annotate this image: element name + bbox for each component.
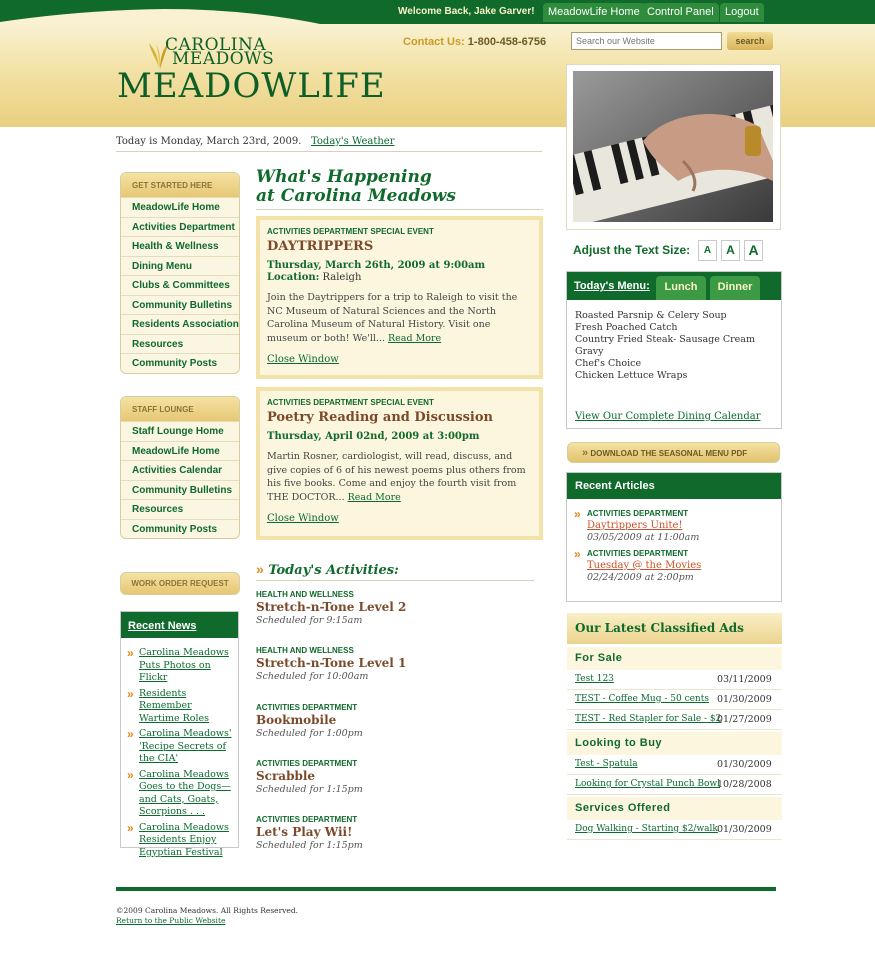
double-chevron-icon: » <box>127 646 134 660</box>
contact-phone: 1-800-458-6756 <box>467 36 547 48</box>
event-date: Thursday, April 02nd, 2009 at 3:00pm <box>267 431 480 442</box>
topnav-control-panel[interactable]: Control Panel <box>642 3 719 22</box>
ad-row <box>567 755 782 775</box>
recent-news-list <box>121 638 238 859</box>
activity-time: Scheduled for 1:15pm <box>256 784 363 795</box>
logo-carolina-meadows[interactable] <box>165 35 275 69</box>
event-category: ACTIVITIES DEPARTMENT SPECIAL EVENT <box>267 227 434 236</box>
activity-title[interactable]: Let's Play Wii! <box>256 825 353 839</box>
nav-get-started <box>120 172 240 374</box>
download-menu-pdf-button[interactable] <box>567 442 780 463</box>
hero-photo-frame <box>566 64 781 230</box>
activity-category: ACTIVITIES DEPARTMENT <box>256 703 358 712</box>
double-chevron-icon: » <box>127 686 134 701</box>
event-card-body <box>260 391 539 536</box>
event-card-daytrippers <box>256 216 543 379</box>
topnav-logout[interactable]: Logout <box>720 3 764 22</box>
list-item <box>127 688 232 726</box>
today-date: Today is Monday, March 23rd, 2009. <box>116 136 302 147</box>
double-chevron-icon: » <box>256 561 264 577</box>
piano-keys-illustration <box>573 71 773 222</box>
piano-hands-photo <box>573 71 773 222</box>
event-category: ACTIVITIES DEPARTMENT SPECIAL EVENT <box>267 398 434 407</box>
recent-articles-heading: Recent Articles <box>567 473 781 499</box>
page-title-line-2: at Carolina Meadows <box>256 186 456 206</box>
work-order-request-button[interactable]: WORK ORDER REQUEST <box>120 572 240 595</box>
classified-ads-heading: Our Latest Classified Ads <box>567 613 782 644</box>
search-button[interactable]: search <box>727 32 773 50</box>
text-size-label: Adjust the Text Size: <box>573 243 691 257</box>
nav-item-residents-association[interactable]: Residents Association <box>121 314 239 334</box>
event-title: DAYTRIPPERS <box>267 239 374 254</box>
activity-title[interactable]: Stretch-n-Tone Level 1 <box>256 656 407 670</box>
activity-time: Scheduled for 9:15am <box>256 615 363 626</box>
topnav-meadowlife-home[interactable]: MeadowLife Home <box>543 3 645 22</box>
nav-item-meadowlife-home[interactable]: MeadowLife Home <box>121 441 239 461</box>
welcome-message: Welcome Back, Jake Garver! <box>398 6 535 17</box>
tab-lunch[interactable]: Lunch <box>656 276 706 300</box>
text-size-large-button[interactable]: A <box>744 240 763 261</box>
ad-date: 01/27/2009 <box>717 714 772 725</box>
nav-item-dining-menu[interactable]: Dining Menu <box>121 256 239 276</box>
menu-item: Roasted Parsnip & Celery Soup <box>575 310 727 321</box>
list-item <box>127 728 232 766</box>
double-chevron-icon: » <box>127 767 134 782</box>
tab-dinner[interactable]: Dinner <box>710 276 760 300</box>
news-link[interactable]: Carolina Meadows Puts Photos on Flickr <box>139 647 229 683</box>
activity-time: Scheduled for 10:00am <box>256 671 369 682</box>
logo-line-2: MEADOWS <box>172 49 275 69</box>
activity-item <box>256 815 536 851</box>
menu-items <box>567 300 781 382</box>
nav-item-health-wellness[interactable]: Health & Wellness <box>121 236 239 256</box>
nav-item-community-posts[interactable]: Community Posts <box>121 353 239 373</box>
news-link[interactable]: Carolina Meadows Residents Enjoy Egyptian Festival <box>139 821 229 858</box>
todays-menu-box <box>566 271 782 429</box>
activity-item <box>256 759 536 795</box>
nav-item-activities-department[interactable]: Activities Department <box>121 217 239 237</box>
news-link[interactable]: Carolina Meadows' 'Recipe Secrets of the CIA' <box>139 728 232 764</box>
nav-heading: GET STARTED HERE <box>121 173 239 197</box>
search-input[interactable] <box>571 32 722 50</box>
menu-header <box>567 272 781 300</box>
activity-title[interactable]: Bookmobile <box>256 713 337 727</box>
ad-row <box>567 775 782 795</box>
divider <box>116 151 542 152</box>
logo-meadowlife[interactable]: MEADOWLIFE <box>117 66 386 106</box>
list-item <box>127 647 232 685</box>
contact-label: Contact Us: <box>403 36 465 48</box>
public-website-link[interactable]: Return to the Public Website <box>116 916 226 925</box>
nav-item-activities-calendar[interactable]: Activities Calendar <box>121 460 239 480</box>
activity-item <box>256 590 536 626</box>
activity-title[interactable]: Scrabble <box>256 769 316 783</box>
nav-item-resources[interactable]: Resources <box>121 334 239 354</box>
double-chevron-icon: » <box>127 820 134 835</box>
text-size-small-button[interactable]: A <box>698 240 717 261</box>
ads-section-services-offered: Services Offered <box>567 797 782 820</box>
ad-row <box>567 690 782 710</box>
contact-info <box>403 36 546 48</box>
article-link[interactable]: Daytrippers Unite! <box>587 520 683 531</box>
news-link[interactable]: Carolina Meadows Goes to the Dogs—and Cats, Goats, Scorpions . . . <box>139 768 231 817</box>
event-card-poetry-reading <box>256 387 543 540</box>
divider <box>256 580 534 581</box>
read-more-link[interactable]: Read More <box>347 491 401 503</box>
close-window-link[interactable]: Close Window <box>267 354 339 365</box>
ad-link[interactable]: TEST - Red Stapler for Sale - $2 <box>575 714 722 724</box>
event-description <box>267 450 532 504</box>
copyright: ©2009 Carolina Meadows. All Rights Reserved. <box>116 906 299 915</box>
event-card-body <box>260 220 539 375</box>
event-location-label: Location: <box>267 272 320 283</box>
activity-time: Scheduled for 1:15pm <box>256 840 363 851</box>
menu-item: Chicken Lettuce Wraps <box>575 370 688 381</box>
activity-title[interactable]: Stretch-n-Tone Level 2 <box>256 600 407 614</box>
read-more-link[interactable]: Read More <box>388 332 442 344</box>
ad-link[interactable]: Test - Spatula <box>575 759 638 769</box>
weather-link[interactable]: Today's Weather <box>311 136 395 147</box>
article-date: 03/05/2009 at 11:00am <box>587 532 700 543</box>
activity-item <box>256 703 536 739</box>
activity-category: HEALTH AND WELLNESS <box>256 590 354 599</box>
article-category: ACTIVITIES DEPARTMENT <box>587 549 689 558</box>
dining-calendar-link[interactable]: View Our Complete Dining Calendar <box>575 411 761 422</box>
nav-item-meadowlife-home[interactable]: MeadowLife Home <box>121 197 239 217</box>
menu-item: Country Fried Steak- Sausage Cream Gravy <box>575 334 755 357</box>
top-bar <box>0 0 875 24</box>
ad-link[interactable]: TEST - Coffee Mug - 50 cents <box>575 694 709 704</box>
recent-news-heading[interactable]: Recent News <box>121 612 238 638</box>
article-link[interactable]: Tuesday @ the Movies <box>587 560 702 571</box>
divider <box>256 209 543 210</box>
date-line <box>116 136 395 147</box>
ad-date: 10/28/2008 <box>717 779 772 790</box>
ad-date: 01/30/2009 <box>717 824 772 835</box>
menu-heading: Today's Menu: <box>574 280 650 292</box>
ad-date: 01/30/2009 <box>717 759 772 770</box>
ad-date: 03/11/2009 <box>717 674 772 685</box>
activity-time: Scheduled for 1:00pm <box>256 728 363 739</box>
event-description-text: Join the Daytrippers for a trip to Raleigh to visit the NC Museum of Natural Sciences and the North Carolina Museum of Natural History. Visit one museum or both! We'll... <box>267 292 518 344</box>
recent-articles-box <box>566 472 782 602</box>
event-description <box>267 291 532 345</box>
footer-divider <box>116 887 776 891</box>
double-chevron-icon: » <box>127 727 134 741</box>
article-category: ACTIVITIES DEPARTMENT <box>587 509 689 518</box>
ad-date: 01/30/2009 <box>717 694 772 705</box>
ad-link[interactable]: Looking for Crystal Punch Bowl <box>575 779 721 789</box>
logo-line-1: CAROLINA <box>165 35 267 55</box>
activity-category: ACTIVITIES DEPARTMENT <box>256 815 358 824</box>
ads-section-for-sale: For Sale <box>567 647 782 670</box>
ad-row <box>567 820 782 840</box>
page-title <box>256 168 456 206</box>
list-item <box>127 769 232 819</box>
menu-item: Fresh Poached Catch <box>575 322 678 333</box>
event-date: Thursday, March 26th, 2009 at 9:00am <box>267 260 486 271</box>
close-window-link[interactable]: Close Window <box>267 513 339 524</box>
activity-item <box>256 646 536 682</box>
ad-row <box>567 670 782 690</box>
recent-news-box <box>120 611 239 858</box>
activity-category: HEALTH AND WELLNESS <box>256 646 354 655</box>
todays-activities-label: Today's Activities: <box>268 563 399 578</box>
ad-link[interactable]: Dog Walking - Starting $2/walk <box>575 824 718 834</box>
nav-item-community-bulletins[interactable]: Community Bulletins <box>121 295 239 315</box>
article-date: 02/24/2009 at 2:00pm <box>587 572 694 583</box>
article-item <box>567 549 781 583</box>
double-chevron-icon: » <box>574 547 581 561</box>
article-item <box>567 509 781 543</box>
ads-section-looking-to-buy: Looking to Buy <box>567 732 782 755</box>
menu-item: Chef's Choice <box>575 358 642 369</box>
nav-item-clubs-committees[interactable]: Clubs & Committees <box>121 275 239 295</box>
news-link[interactable]: Residents Remember Wartime Roles <box>139 687 210 724</box>
double-chevron-icon: » <box>582 447 589 459</box>
nav-item-staff-lounge-home[interactable]: Staff Lounge Home <box>121 421 239 441</box>
todays-activities-heading <box>256 561 399 578</box>
ad-link[interactable]: Test 123 <box>575 674 614 684</box>
event-description-text: Martin Rosner, cardiologist, will read, discuss, and give copies of 6 of his newest poems plus others from his five books. Come and enjoy the fourth visit from THE DOCTOR... <box>267 451 526 503</box>
activity-category: ACTIVITIES DEPARTMENT <box>256 759 358 768</box>
event-location <box>267 272 532 283</box>
event-location-value: Raleigh <box>322 272 362 283</box>
nav-staff-lounge <box>120 396 240 539</box>
event-title: Poetry Reading and Discussion <box>267 410 493 425</box>
text-size-medium-button[interactable]: A <box>721 240 740 261</box>
page-title-line-1: What's Happening <box>256 167 432 187</box>
double-chevron-icon: » <box>574 507 581 521</box>
ad-row <box>567 710 782 730</box>
list-item <box>127 822 232 860</box>
nav-item-community-bulletins[interactable]: Community Bulletins <box>121 480 239 500</box>
download-label: DOWNLOAD THE SEASONAL MENU PDF <box>590 449 748 458</box>
header-swoop <box>0 0 330 26</box>
nav-item-community-posts[interactable]: Community Posts <box>121 519 239 539</box>
nav-heading: STAFF LOUNGE <box>121 397 239 421</box>
nav-item-resources[interactable]: Resources <box>121 499 239 519</box>
